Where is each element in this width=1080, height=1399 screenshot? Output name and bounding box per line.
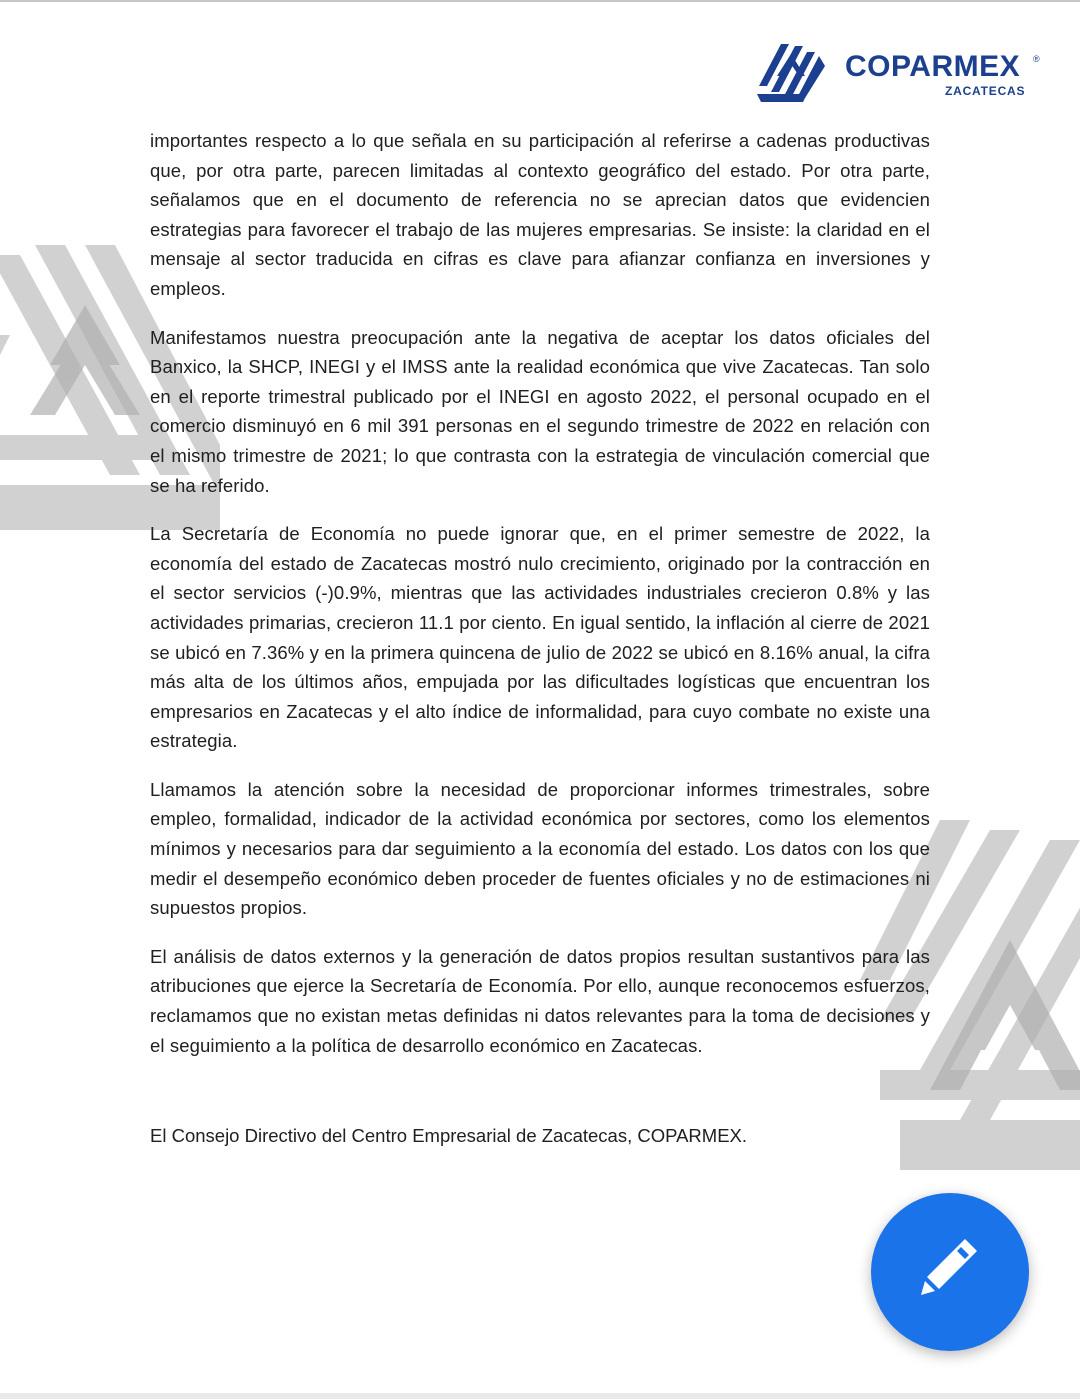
brand-name: COPARMEX [845, 50, 1021, 83]
paragraph: Manifestamos nuestra preocupación ante la negativa de aceptar los datos oficiales del Banxico, la SHCP, INEGI y el IMSS ante la realidad económica que vive Zacatecas. Tan solo en el reporte trimestral publicado por el INEGI en agosto 2022, el personal ocupado en el comercio disminuyó en 6 mil 391 personas en el segundo trimestre de 2022 en relación con el mismo trimestre de 2021; lo que contrasta con la estrategia de vinculación comercial que se ha referido. [150, 326, 930, 496]
paragraph: El análisis de datos externos y la generación de datos propios resultan sustantivos para las atribuciones que ejerce la Secretaría de Economía. Por ello, aunque reconocemos esfuerzos, reclamamos que no existan metas definidas ni datos relevantes para la toma de decisiones y el seguimiento a la política de desarrollo económico en Zacatecas. [150, 945, 930, 1056]
paragraph: La Secretaría de Economía no puede ignorar que, en el primer semestre de 2022, la economía del estado de Zacatecas mostró nulo crecimiento, originado por la contracción en el sector servicios (-)0.9%, mientras que las actividades industriales crecieron 0.8% y las actividades primarias, crecieron 11.1 por ciento. En igual sentido, la inflación al cierre de 2021 se ubicó en 7.36% y en la primera quincena de julio de 2022 se ubicó en 8.16% anual, la cifra más alta de los últimos años, empujada por las dificultades logísticas que encuentran los empresarios en Zacatecas y el alto índice de informalidad, para cuyo combate no existe una estrategia. [150, 523, 930, 752]
paragraph: importantes respecto a lo que señala en su participación al referirse a cadenas productivas que, por otra parte, parecen limitadas al contexto geográfico del estado. Por otra parte, señalamos que en el documento de referencia no se aprecian datos que evidencien estrategias para favorecer el trabajo de las mujeres empresarias. Se insiste: la claridad en el mensaje al sector traducida en cifras es clave para afianzar confianza en inversiones y empleos. [150, 130, 930, 299]
pencil-icon [915, 1233, 985, 1303]
coparmex-logo [757, 40, 1057, 102]
paragraph: Llamamos la atención sobre la necesidad de proporcionar informes trimestrales, sobre empleo, formalidad, indicador de la actividad económica por sectores, como los elementos mínimos y necesarios para dar seguimiento a la economía del estado. Los datos con los que medir el desempeño económico deben proceder de fuentes oficiales y no de estimaciones ni supuestos propios. [150, 778, 930, 919]
signature: El Consejo Directivo del Centro Empresarial de Zacatecas, COPARMEX. [150, 1125, 748, 1146]
registered-mark: ® [1033, 54, 1040, 64]
brand-city: ZACATECAS [945, 84, 1026, 98]
top-divider [0, 0, 1080, 2]
bottom-divider [0, 1393, 1080, 1399]
edit-button[interactable] [871, 1193, 1029, 1351]
coparmex-emblem-icon [757, 40, 825, 102]
letter-body [150, 126, 930, 1079]
